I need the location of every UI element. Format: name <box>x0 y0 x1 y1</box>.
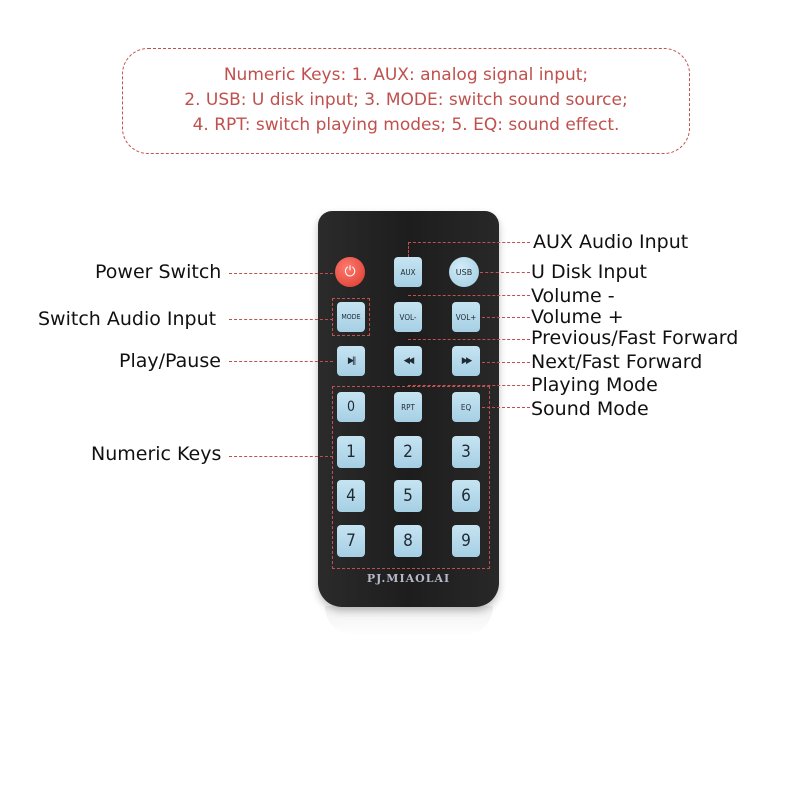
power-icon: ⏻ <box>344 264 356 280</box>
label-aux-audio-input: AUX Audio Input <box>533 231 689 253</box>
label-previous-fast-forward: Previous/Fast Forward <box>531 327 739 349</box>
leader-line-previous <box>408 339 530 340</box>
key-6[interactable]: 6 <box>452 480 480 512</box>
leader-line-mode <box>229 319 333 320</box>
key-9[interactable]: 9 <box>452 525 480 557</box>
leader-line-volume-up <box>482 317 530 318</box>
power-button[interactable] <box>335 257 365 287</box>
label-playing-mode: Playing Mode <box>531 374 658 396</box>
key-5[interactable]: 5 <box>394 480 422 512</box>
description-line-2: 2. USB: U disk input; 3. MODE: switch sound source; <box>184 90 628 110</box>
aux-button[interactable]: AUX <box>394 257 422 287</box>
leader-line-play-pause <box>229 361 333 362</box>
leader-line-next <box>482 362 530 363</box>
leader-line-usb <box>480 272 530 273</box>
mode-button[interactable]: MODE <box>337 302 365 332</box>
mode-highlight-box <box>332 298 370 336</box>
rpt-button[interactable]: RPT <box>394 392 422 422</box>
fast-forward-icon: ▶▶ <box>461 356 471 366</box>
key-8[interactable]: 8 <box>394 525 422 557</box>
volume-down-button[interactable]: VOL- <box>394 302 422 332</box>
description-line-1: Numeric Keys: 1. AUX: analog signal input; <box>223 65 589 85</box>
remote-reflection <box>325 606 493 636</box>
numeric-keys-highlight-box <box>332 386 490 569</box>
volume-up-button[interactable]: VOL+ <box>452 302 480 332</box>
eq-button[interactable]: EQ <box>452 392 480 422</box>
rewind-icon: ◀◀ <box>403 356 413 366</box>
next-button[interactable] <box>452 346 480 376</box>
description-line-3: 4. RPT: switch playing modes; 5. EQ: sound effect. <box>192 115 620 135</box>
label-next-fast-forward: Next/Fast Forward <box>531 351 703 373</box>
label-sound-mode: Sound Mode <box>531 398 649 420</box>
label-volume-down: Volume - <box>531 285 615 307</box>
leader-line-numeric <box>229 456 333 457</box>
play-pause-icon: ▶ǁ <box>347 356 355 366</box>
label-play-pause: Play/Pause <box>119 350 221 372</box>
leader-line-sound-mode <box>482 407 530 408</box>
play-pause-button[interactable] <box>337 346 365 376</box>
leader-line-aux-drop <box>408 242 409 257</box>
label-numeric-keys: Numeric Keys <box>91 443 222 465</box>
leader-line-power <box>229 273 333 274</box>
label-u-disk-input: U Disk Input <box>531 261 647 283</box>
key-3[interactable]: 3 <box>452 436 480 468</box>
leader-line-aux <box>408 242 530 243</box>
key-7[interactable]: 7 <box>337 525 365 557</box>
label-power-switch: Power Switch <box>95 261 222 283</box>
previous-button[interactable] <box>394 346 422 376</box>
brand-logo: PJ.MIAOLAI <box>366 572 451 585</box>
label-volume-up: Volume + <box>531 306 624 328</box>
key-1[interactable]: 1 <box>337 436 365 468</box>
key-0[interactable]: 0 <box>337 392 365 422</box>
label-switch-audio-input: Switch Audio Input <box>38 308 217 330</box>
key-2[interactable]: 2 <box>394 436 422 468</box>
description-box <box>122 48 690 154</box>
leader-line-volume-down <box>408 295 530 296</box>
leader-line-playing-mode <box>408 385 530 386</box>
usb-button[interactable]: USB <box>449 257 479 287</box>
key-4[interactable]: 4 <box>337 480 365 512</box>
